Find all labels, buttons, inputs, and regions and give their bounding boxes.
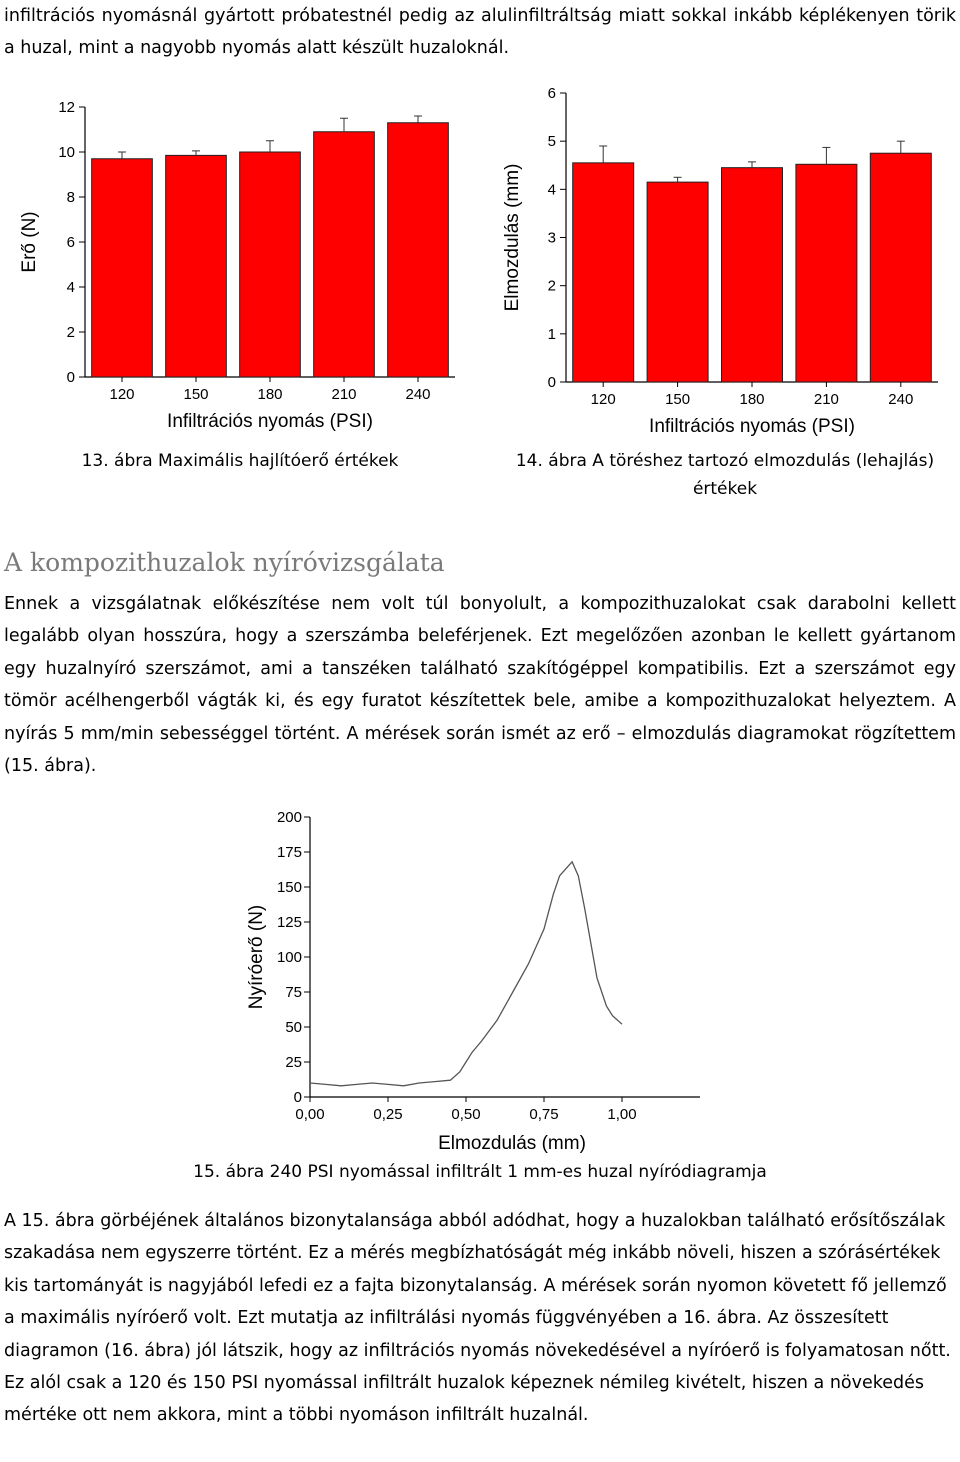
body-paragraph-1: Ennek a vizsgálatnak előkészítése nem volt túl bonyolult, a kompozithuzalokat csak darabolni kellett legalább olyan hosszúra, hogy a szerszámba beleférjenek. Ezt megelőzően azonban le kellett gyártanom egy huzalnyíró szerszámot, ami a tanszéken található szakítógéppel kompatibilis. Ezt a szerszámot egy tömör acélhengerből vágták ki, és egy furatot készítettek bele, amibe a kompozithuzalokat helyeztem. A nyírás 5 mm/min sebességgel történt. A mérések során ismét az erő – elmozdulás diagramokat rögzítettem (15. ábra). [4, 594, 956, 777]
bar [870, 153, 931, 382]
bar [166, 155, 227, 377]
y-tick-label: 1 [547, 325, 556, 343]
shear-curve [310, 862, 622, 1086]
section-heading: A kompozithuzalok nyíróvizsgálata [4, 548, 445, 577]
y-tick-label: 0 [293, 1089, 302, 1106]
x-tick-label: 180 [739, 391, 765, 408]
bar [240, 152, 301, 377]
x-tick-label: 240 [405, 386, 431, 403]
y-tick-label: 4 [66, 279, 75, 296]
x-axis-label: Infiltrációs nyomás (PSI) [167, 411, 373, 432]
figure15-caption: 15. ábra 240 PSI nyomással infiltrált 1 mm-es huzal nyíródiagramja [193, 1162, 767, 1182]
y-tick-label: 125 [276, 914, 302, 931]
x-tick-label: 0,75 [529, 1106, 559, 1123]
chart-shear-diagram [230, 800, 730, 1160]
y-tick-label: 25 [285, 1054, 302, 1071]
x-tick-label: 120 [590, 391, 616, 408]
bar [721, 168, 782, 382]
y-tick-label: 150 [276, 879, 302, 896]
y-axis-label: Nyíróerő (N) [246, 904, 267, 1010]
y-tick-label: 100 [276, 949, 302, 966]
x-tick-label: 1,00 [607, 1106, 637, 1123]
chart-max-bending-force [10, 90, 465, 445]
y-axis-label: Elmozdulás (mm) [502, 163, 523, 312]
y-axis-label: Erő (N) [19, 211, 40, 273]
x-axis-label: Elmozdulás (mm) [438, 1133, 586, 1154]
y-tick-label: 75 [285, 984, 302, 1001]
y-tick-label: 2 [66, 324, 75, 341]
y-tick-label: 175 [276, 844, 302, 861]
y-tick-label: 10 [58, 144, 75, 161]
x-tick-label: 0,25 [373, 1106, 403, 1123]
y-tick-label: 3 [547, 229, 556, 247]
y-tick-label: 0 [547, 374, 556, 391]
bar [647, 182, 708, 382]
y-tick-label: 6 [66, 234, 75, 251]
y-tick-label: 50 [285, 1019, 302, 1036]
bar [314, 132, 375, 377]
y-tick-label: 200 [276, 809, 302, 826]
y-tick-label: 4 [547, 181, 556, 199]
figure13-caption: 13. ábra Maximális hajlítóerő értékek [81, 451, 399, 471]
y-tick-label: 6 [547, 85, 556, 102]
y-tick-label: 0 [66, 369, 75, 386]
bar [573, 163, 634, 382]
x-axis-label: Infiltrációs nyomás (PSI) [649, 416, 855, 437]
x-tick-label: 150 [665, 391, 691, 408]
y-tick-label: 2 [547, 277, 556, 295]
x-tick-label: 150 [183, 386, 209, 403]
figure14-caption: 14. ábra A töréshez tartozó elmozdulás (lehajlás) értékek [515, 451, 935, 499]
x-tick-label: 0,00 [295, 1106, 325, 1123]
x-tick-label: 210 [813, 391, 839, 408]
bar [92, 159, 153, 377]
body-paragraph-2: A 15. ábra görbéjének általános bizonytalansága abból adódhat, hogy a huzalokban található erősítőszálak szakadása nem egyszerre történt. Ez a mérés megbízhatóságát még inkább növeli, hiszen a szórásértékek kis tartományát is nagyjából lefedi ez a fajta bizonytalanság. A mérések során nyomon követett fő jellemző a maximális nyíróerő volt. Ezt mutatja az infiltrálási nyomás függvényében a 16. ábra. Az összesített diagramon (16. ábra) jól látszik, hogy az infiltrációs nyomás növekedésével a nyíróerő is folyamatosan nőtt. Ez alól csak a 120 és 150 PSI nyomással infiltrált huzalok képeznek némileg kivételt, hiszen a növekedés mértéke ott nem akkora, mint a többi nyomáson infiltrált huzalnál. [4, 1211, 951, 1426]
y-tick-label: 12 [58, 99, 75, 116]
intro-paragraph: infiltrációs nyomásnál gyártott próbatestnél pedig az alulinfiltráltság miatt sokkal inkább képlékenyen törik a huzal, mint a nagyobb nyomás alatt készült huzaloknál. [4, 6, 956, 59]
x-tick-label: 120 [109, 386, 135, 403]
bar [388, 123, 449, 377]
chart-displacement-at-break [490, 78, 950, 448]
x-tick-label: 210 [331, 386, 357, 403]
y-tick-label: 8 [66, 189, 75, 206]
bar [796, 164, 857, 382]
x-tick-label: 0,50 [451, 1106, 481, 1123]
y-tick-label: 5 [547, 133, 556, 151]
x-tick-label: 240 [888, 391, 914, 408]
x-tick-label: 180 [257, 386, 283, 403]
